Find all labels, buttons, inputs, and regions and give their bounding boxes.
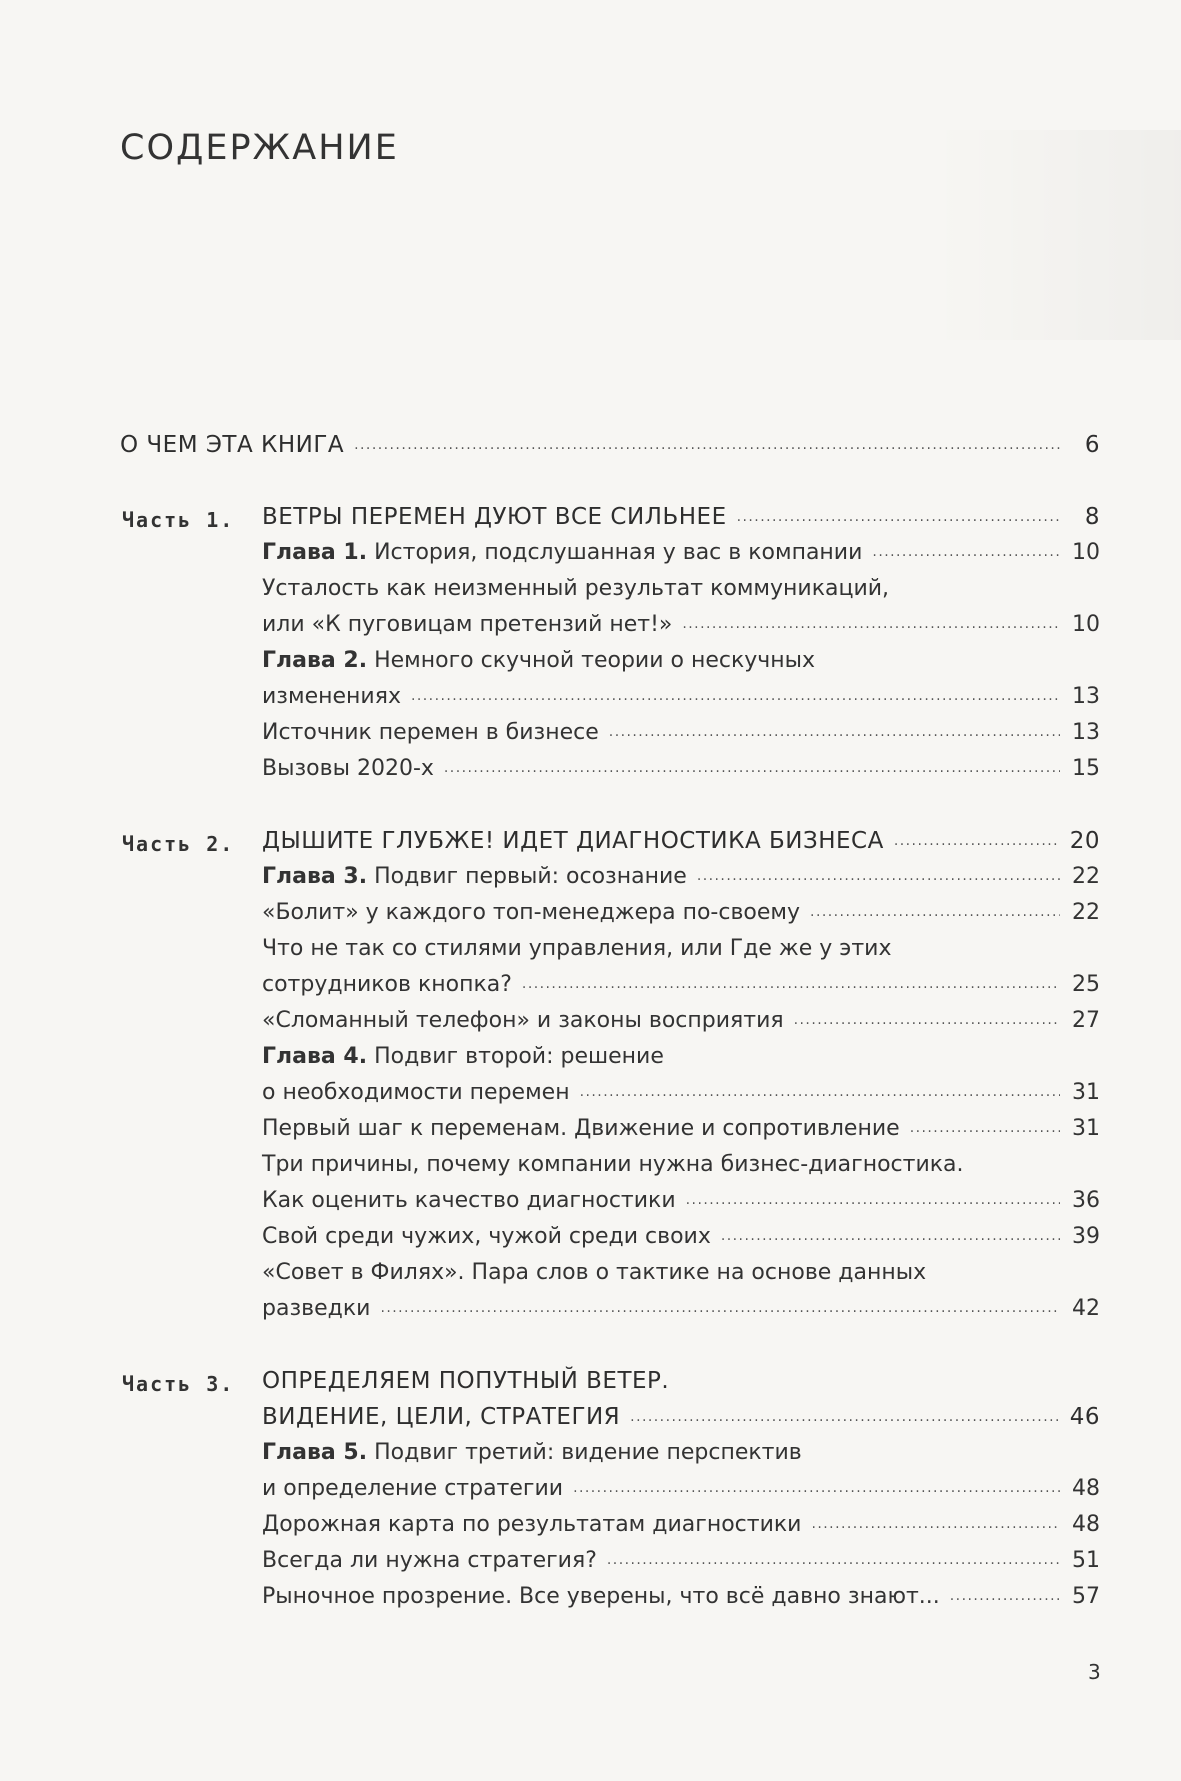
- dot-leader: [354, 429, 1060, 455]
- toc-entry[interactable]: [262, 1008, 1100, 1033]
- page-number: 27: [1072, 1008, 1100, 1033]
- entry-text: Дорожная карта по результатам диагностики: [262, 1512, 802, 1537]
- page-number: 10: [1072, 540, 1100, 565]
- part-label: Часть 3.: [122, 1372, 235, 1396]
- dot-leader: [737, 501, 1060, 527]
- dot-leader: [811, 1509, 1060, 1534]
- page-number: 48: [1072, 1512, 1100, 1537]
- dot-leader: [580, 1077, 1060, 1102]
- page-number: 39: [1072, 1224, 1100, 1249]
- page-number: 6: [1084, 432, 1100, 458]
- part-heading-text: ВИДЕНИЕ, ЦЕЛИ, СТРАТЕГИЯ: [262, 1404, 621, 1430]
- page-number: 57: [1072, 1584, 1100, 1609]
- toc-entry[interactable]: [262, 1188, 1100, 1213]
- toc-entry[interactable]: [262, 1116, 1100, 1141]
- toc-part-heading[interactable]: [262, 1404, 1100, 1430]
- page-number: 36: [1072, 1188, 1100, 1213]
- entry-text-line1: [262, 648, 815, 673]
- page-number: 10: [1072, 612, 1100, 637]
- entry-text: и определение стратегии: [262, 1476, 564, 1501]
- page-number: 20: [1069, 828, 1100, 854]
- entry-text-line1: «Совет в Филях». Пара слов о тактике на основе данных: [262, 1260, 927, 1285]
- entry-text-line1: Что не так со стилями управления, или Где же у этих: [262, 936, 892, 961]
- part-label: Часть 2.: [122, 832, 235, 856]
- dot-leader: [411, 681, 1060, 706]
- entry-text: разведки: [262, 1296, 371, 1321]
- toc-entry[interactable]: [262, 612, 1100, 637]
- dot-leader: [872, 537, 1060, 562]
- page-number: 42: [1072, 1296, 1100, 1321]
- entry-text: изменениях: [262, 684, 401, 709]
- page-number: 31: [1072, 1080, 1100, 1105]
- toc-intro[interactable]: [120, 432, 1100, 458]
- part-heading-line1: ОПРЕДЕЛЯЕМ ПОПУТНЫЙ ВЕТЕР.: [262, 1368, 670, 1394]
- entry-text: Подвиг первый: осознание: [374, 864, 687, 889]
- entry-text: Всегда ли нужна стратегия?: [262, 1548, 597, 1573]
- page-number: 48: [1072, 1476, 1100, 1501]
- dot-leader: [682, 609, 1060, 634]
- dot-leader: [522, 969, 1060, 994]
- toc-entry[interactable]: [262, 1512, 1100, 1537]
- dot-leader: [609, 717, 1060, 742]
- dot-leader: [810, 897, 1060, 922]
- dot-leader: [686, 1185, 1060, 1210]
- bleed-through-shadow: [930, 130, 1181, 340]
- dot-leader: [380, 1293, 1060, 1318]
- page-number: 8: [1084, 504, 1100, 530]
- entry-text-line1: [262, 1044, 664, 1069]
- toc-entry[interactable]: [262, 1476, 1100, 1501]
- page-number: 22: [1072, 900, 1100, 925]
- page-number: 46: [1069, 1404, 1100, 1430]
- entry-text: Вызовы 2020-х: [262, 756, 434, 781]
- part-heading-text: ВЕТРЫ ПЕРЕМЕН ДУЮТ ВСЕ СИЛЬНЕЕ: [262, 504, 727, 530]
- entry-text-line1: Три причины, почему компании нужна бизнес-диагностика.: [262, 1152, 964, 1177]
- entry-text: «Сломанный телефон» и законы восприятия: [262, 1008, 784, 1033]
- entry-text: Источник перемен в бизнесе: [262, 720, 599, 745]
- toc-entry[interactable]: [262, 1584, 1100, 1609]
- entry-text-line1: Усталость как неизменный результат коммуникаций,: [262, 576, 890, 601]
- dot-leader: [444, 753, 1060, 778]
- toc-entry[interactable]: [262, 972, 1100, 997]
- toc-entry[interactable]: [262, 1548, 1100, 1573]
- toc-entry[interactable]: [262, 756, 1100, 781]
- toc-entry[interactable]: [262, 1296, 1100, 1321]
- dot-leader: [630, 1401, 1060, 1427]
- entry-text: «Болит» у каждого топ-менеджера по-своему: [262, 900, 801, 925]
- entry-text: Свой среди чужих, чужой среди своих: [262, 1224, 711, 1249]
- toc-entry[interactable]: [262, 864, 1100, 889]
- toc-entry[interactable]: [262, 1080, 1100, 1105]
- page-number: 22: [1072, 864, 1100, 889]
- chapter-label: Глава 5.: [262, 1440, 368, 1465]
- toc-entry[interactable]: [262, 540, 1100, 565]
- page-number: 13: [1072, 720, 1100, 745]
- folio-page-number: 3: [1088, 1660, 1101, 1684]
- entry-text: сотрудников кнопка?: [262, 972, 512, 997]
- entry-text: История, подслушанная у вас в компании: [374, 540, 863, 565]
- toc-entry[interactable]: [262, 1224, 1100, 1249]
- dot-leader: [607, 1545, 1060, 1570]
- page-title: СОДЕРЖАНИЕ: [120, 128, 399, 168]
- dot-leader: [697, 861, 1060, 886]
- chapter-label: Глава 3.: [262, 864, 368, 889]
- page-number: 15: [1072, 756, 1100, 781]
- entry-text: Первый шаг к переменам. Движение и сопротивление: [262, 1116, 900, 1141]
- toc-entry[interactable]: [262, 900, 1100, 925]
- part-label: Часть 1.: [122, 508, 235, 532]
- entry-text: Подвиг второй: решение: [374, 1044, 664, 1069]
- dot-leader: [794, 1005, 1060, 1030]
- chapter-label: Глава 2.: [262, 648, 368, 673]
- dot-leader: [721, 1221, 1060, 1246]
- page-number: 25: [1072, 972, 1100, 997]
- entry-text: Немного скучной теории о нескучных: [374, 648, 816, 673]
- toc-part-heading[interactable]: [262, 504, 1100, 530]
- entry-text: Подвиг третий: видение перспектив: [374, 1440, 802, 1465]
- toc-entry[interactable]: [262, 720, 1100, 745]
- dot-leader: [894, 825, 1060, 851]
- entry-text-line1: [262, 1440, 802, 1465]
- entry-text: Как оценить качество диагностики: [262, 1188, 676, 1213]
- toc-entry[interactable]: [262, 684, 1100, 709]
- entry-text: Рыночное прозрение. Все уверены, что всё давно знают...: [262, 1584, 940, 1609]
- page-number: 31: [1072, 1116, 1100, 1141]
- toc-part-heading[interactable]: [262, 828, 1100, 854]
- entry-text: или «К пуговицам претензий нет!»: [262, 612, 673, 637]
- entry-text: о необходимости перемен: [262, 1080, 570, 1105]
- chapter-label: Глава 1.: [262, 540, 368, 565]
- page-number: 51: [1072, 1548, 1100, 1573]
- dot-leader: [910, 1113, 1060, 1138]
- part-heading-text: ДЫШИТЕ ГЛУБЖЕ! ИДЕТ ДИАГНОСТИКА БИЗНЕСА: [262, 828, 884, 854]
- dot-leader: [950, 1581, 1060, 1606]
- page-number: 13: [1072, 684, 1100, 709]
- chapter-label: Глава 4.: [262, 1044, 368, 1069]
- toc-intro-text: О ЧЕМ ЭТА КНИГА: [120, 432, 345, 458]
- dot-leader: [573, 1473, 1060, 1498]
